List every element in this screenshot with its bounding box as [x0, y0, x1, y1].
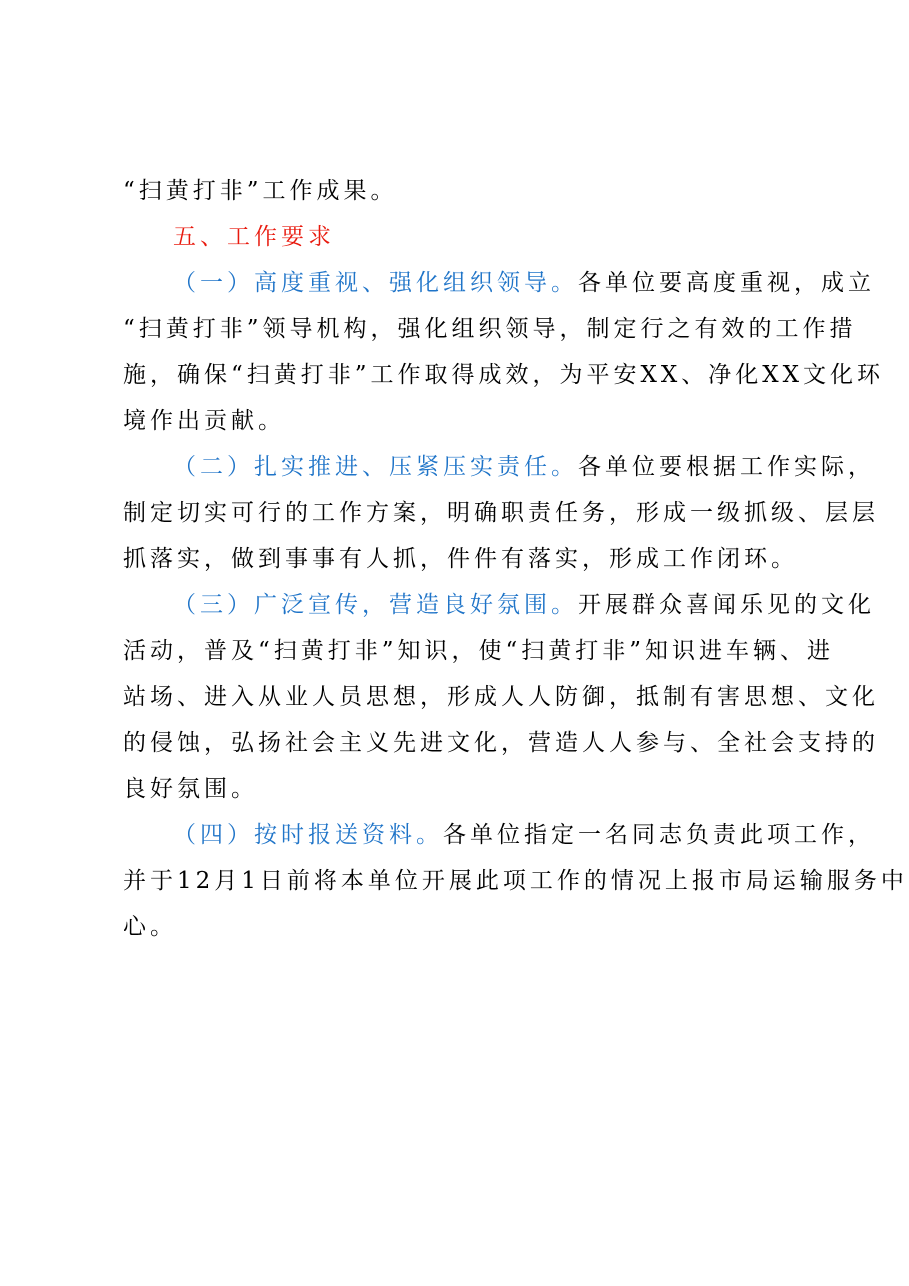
item-text: 开展群众喜闻乐见的文化: [578, 592, 875, 618]
item-text: 各单位指定一名同志负责此项工作，: [443, 822, 875, 848]
body-text-line: 活动，普及“扫黄打非”知识，使“扫黄打非”知识进车辆、进: [123, 638, 835, 664]
body-text-line: “扫黄打非”领导机构，强化组织领导，制定行之有效的工作措: [123, 316, 857, 342]
requirement-item-2: [123, 444, 879, 582]
section-heading-text: 五、工作要求: [173, 224, 335, 250]
requirement-item-3: [123, 582, 879, 812]
body-text-line: [123, 444, 875, 490]
body-text-line: 抓落实，做到事事有人抓，件件有落实，形成工作闭环。: [123, 546, 798, 572]
body-text-line: [123, 260, 875, 306]
body-text-line: 并于12月1日前将本单位开展此项工作的情况上报市局运输服务中: [123, 868, 908, 894]
body-text-line: 境作出贡献。: [123, 408, 285, 434]
item-text: 各单位要高度重视，成立: [578, 270, 875, 296]
body-text-line: [123, 582, 875, 628]
body-text-line: 良好氛围。: [123, 776, 258, 802]
item-title: （一）高度重视、强化组织领导。: [173, 270, 578, 296]
item-title: （四）按时报送资料。: [173, 822, 443, 848]
body-text-line: [123, 812, 875, 858]
requirement-item-1: [123, 260, 885, 444]
section-heading: [123, 214, 813, 260]
body-text-line: 站场、进入从业人员思想，形成人人防御，抵制有害思想、文化: [123, 684, 879, 710]
document-body: [123, 168, 908, 950]
body-text-line: 制定切实可行的工作方案，明确职责任务，形成一级抓级、层层: [123, 500, 879, 526]
continuation-paragraph: [123, 168, 813, 214]
item-title: （二）扎实推进、压紧压实责任。: [173, 454, 578, 480]
body-text-line: 的侵蚀，弘扬社会主义先进文化，营造人人参与、全社会支持的: [123, 730, 879, 756]
item-text: 各单位要根据工作实际，: [578, 454, 875, 480]
body-text-line: 心。: [123, 914, 177, 940]
requirement-item-4: [123, 812, 908, 950]
body-text-line: “扫黄打非”工作成果。: [123, 178, 398, 204]
body-text-line: 施，确保“扫黄打非”工作取得成效，为平安XX、净化XX文化环: [123, 362, 885, 388]
item-title: （三）广泛宣传，营造良好氛围。: [173, 592, 578, 618]
